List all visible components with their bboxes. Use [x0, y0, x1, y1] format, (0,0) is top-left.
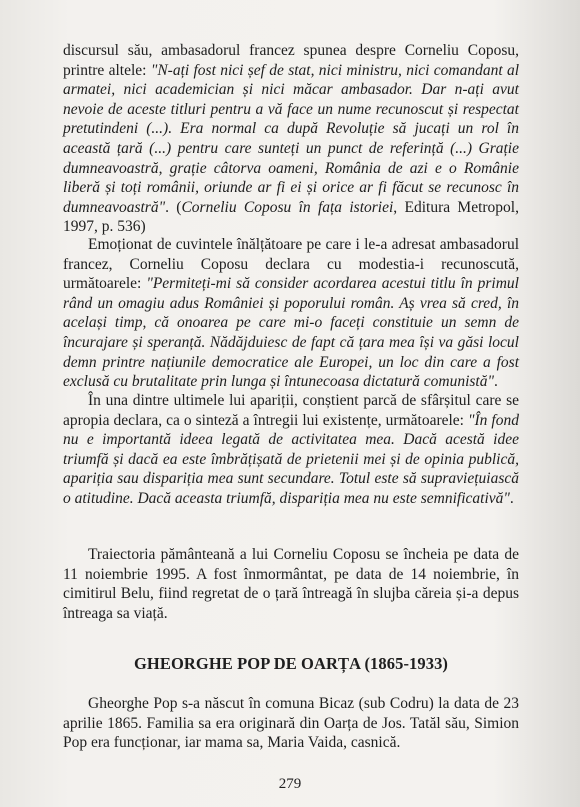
paragraph-text: discursul său, ambasadorul francez spunea despre Corneliu Coposu, printre altele: [63, 42, 519, 79]
punctuation: . ( [165, 198, 182, 216]
punctuation: . [509, 489, 514, 507]
last-appearance-quote: "În fond nu e importantă ideea legată de activitatea mea. Dacă acestă idee triumfă și dacă ea este îmbrățișată de prietenii mei și de opinia publică, apariția sau dispariția mea sunt secundare. Totul este să supraviețuiască o atitudine. Dacă aceasta triumfă, dispariția mea nu este semnificativă" [63, 411, 519, 507]
section-heading: GHEORGHE POP DE OARȚA (1865-1933) [133, 654, 449, 673]
paragraph-last-appearance [63, 391, 519, 509]
paragraph-coposu-response [63, 235, 519, 392]
paragraph-death [63, 545, 519, 623]
coposu-quote: "Permiteți-mi să consider acordarea acestui titlu în primul rând un omagiu adus României și poporului român. Aș vrea să cred, în același timp, că onoarea pe care mi-o faceți constituie un semn de încurajare și speranță. Nădăjduiesc de fapt că țara mea își va găsi locul demn printre națiunile democratice ale Europei, un loc din care a fost exclusă cu brutalitate prin lunga și întunecoasa dictatură comunistă" [63, 275, 519, 391]
book-title-citation: Corneliu Coposu în fața istoriei [181, 198, 394, 216]
paragraph-text: Traiectoria pământeană a lui Corneliu Coposu se încheia pe data de 11 noiembrie 1995. A fost înmormântat, pe data de 14 noiembrie, în cimitirul Belu, fiind regretat de o țară întreagă în slujba căreia și-a depus întreaga sa viață. [63, 546, 519, 622]
paragraph-text: Gheorghe Pop s-a născut în comuna Bicaz (sub Codru) la data de 23 aprilie 1865. Familia sa era originară din Oarța de Jos. Tatăl său, Simion Pop era funcționar, iar mama sa, Maria Vaida, casnică. [63, 695, 519, 752]
ambassador-quote: "N-ați fost nici șef de stat, nici ministru, nici comandant al armatei, nici academician și nici măcar ambasador. Dar n-ați avut nevoie de aceste titluri pentru a vă face un nume recunoscut și respectat pretutindeni (...). Era normal ca după Revoluție să jucați un rol în această țară (...) pentru care sunteți un punct de referință (...) Grație dumneavoastră, grație câtorva oameni, România de azi e o Românie liberă și toți românii, oriunde ar fi ei și orice ar fi făcut se recunosc în dumneavoastră" [63, 61, 519, 216]
citation-details: , Editura Metropol, 1997, p. 536) [63, 198, 519, 236]
paragraph-text: În una dintre ultimele lui apariții, conștient parcă de sfârșitul care se apropia declara, ca o sinteză a întregii lui existențe, următoarele: [63, 392, 519, 429]
paragraph-text: Emoționat de cuvintele înălțătoare pe care i le-a adresat ambasadorul francez, Corneliu Coposu declara cu modestia-i recunoscută, următoarele: [63, 236, 519, 293]
punctuation: . [494, 373, 498, 391]
paragraph-gheorghe-pop-biography [63, 694, 519, 753]
paragraph-ambassador-speech [63, 41, 519, 237]
page-number: 279 [278, 776, 302, 792]
